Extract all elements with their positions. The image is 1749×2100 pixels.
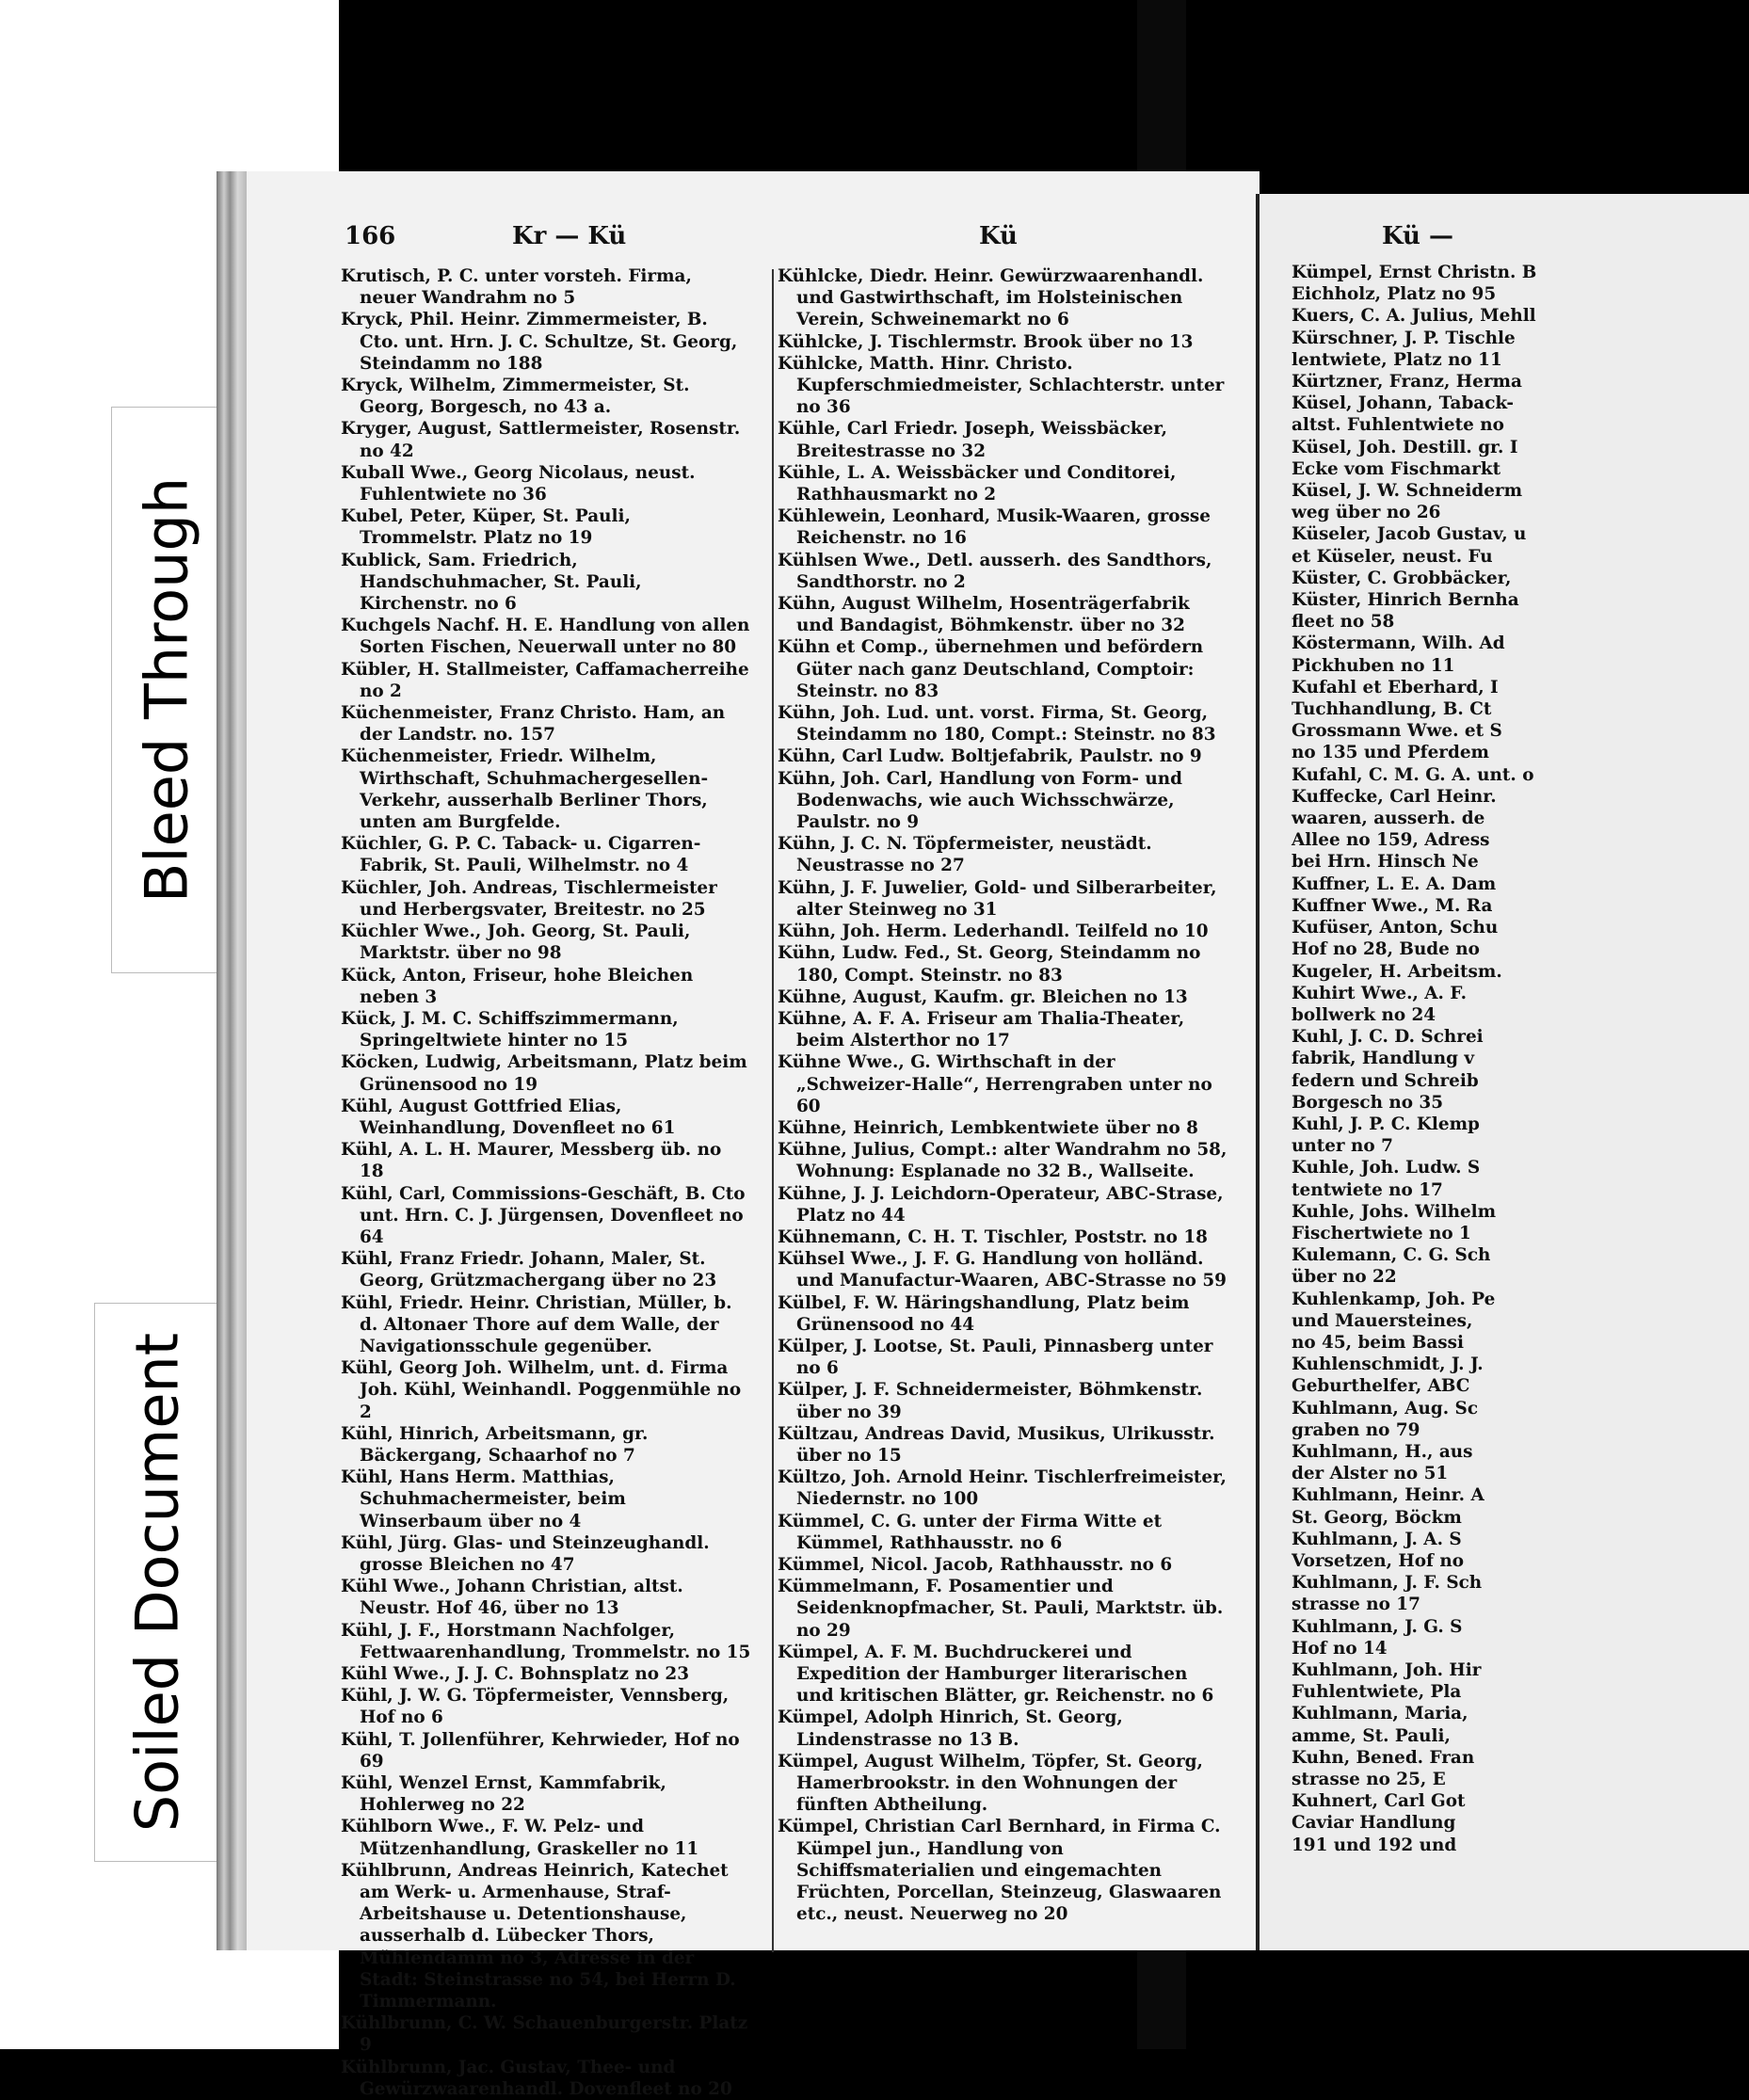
directory-entry: Kuhlenkamp, Joh. Pe [1292, 1289, 1496, 1309]
directory-entry: Kuchgels Nachf. H. E. Handlung von allen Sorten Fischen, Neuerwall unter no 80 [341, 616, 750, 658]
directory-entry: strasse no 25, E [1292, 1770, 1446, 1790]
directory-entry: Kuhlenschmidt, J. J. [1292, 1355, 1484, 1375]
directory-entry: Küchenmeister, Friedr. Wilhelm, Wirthschaft, Schuhmachergesellen-Verkehr, ausserhalb Berliner Thors, unten am Burgfelde. [341, 746, 709, 833]
directory-entry: Kühl, Franz Friedr. Johann, Maler, St. Georg, Grützmachergang über no 23 [341, 1249, 717, 1291]
bleed-through-label: Bleed Through [132, 476, 201, 904]
directory-entry: Kühl, Friedr. Heinr. Christian, Müller, b. d. Altonaer Thore auf dem Walle, der Navigationsschule gegenüber. [341, 1292, 732, 1356]
directory-entry: Kugeler, H. Arbeitsm. [1292, 961, 1502, 982]
directory-entry: Kuffner Wwe., M. Ra [1292, 895, 1493, 916]
directory-entry: lentwiete, Platz no 11 [1292, 349, 1502, 370]
bleed-through-stamp [111, 407, 222, 973]
directory-entry: Kühlcke, Matth. Hinr. Christo. Kupferschmiedmeister, Schlachterstr. unter no 36 [778, 353, 1225, 418]
directory-entry: Geburthelfer, ABC [1292, 1376, 1470, 1397]
directory-entry: Kühne, Julius, Compt.: alter Wandrahm no 58, Wohnung: Esplanade no 32 B., Wallseite. [778, 1140, 1228, 1182]
directory-entry: Kuhlmann, J. A. S [1292, 1529, 1462, 1549]
directory-entry: Krutisch, P. C. unter vorsteh. Firma, neuer Wandrahm no 5 [341, 266, 692, 309]
directory-entry: no 135 und Pferdem [1292, 743, 1489, 763]
directory-entry: Kültzau, Andreas David, Musikus, Ulrikusstr. über no 15 [778, 1423, 1215, 1466]
column-divider [772, 269, 774, 1952]
directory-entry: Küster, C. Grobbäcker, [1292, 568, 1512, 588]
directory-entry: Kühne Wwe., G. Wirthschaft in der „Schweizer-Halle“, Herrengraben unter no 60 [778, 1052, 1212, 1116]
directory-entry: Küchler, Joh. Andreas, Tischlermeister und Herbergsvater, Breitestr. no 25 [341, 877, 717, 920]
directory-entry: Allee no 159, Adress [1292, 830, 1490, 851]
directory-entry: und Mauersteines, [1292, 1310, 1473, 1331]
directory-entry: über no 22 [1292, 1267, 1397, 1288]
directory-entry: Kryger, August, Sattlermeister, Rosenstr. no 42 [341, 419, 741, 461]
directory-entry: Kuhnert, Carl Got [1292, 1791, 1466, 1812]
directory-entry: Kühn et Comp., übernehmen und befördern Güter nach ganz Deutschland, Comptoir: Steinstr. no 83 [778, 637, 1204, 701]
directory-entry: Kuhlmann, H., aus [1292, 1441, 1473, 1462]
directory-entry: Pickhuben no 11 [1292, 655, 1455, 676]
directory-entry: Fuhlentwiete, Pla [1292, 1682, 1462, 1703]
directory-entry: Kühne, Heinrich, Lembkentwiete über no 8 [778, 1117, 1198, 1138]
directory-entry: Ecke vom Fischmarkt [1292, 458, 1501, 479]
center-header: Kü [979, 222, 1018, 250]
directory-entry: Hof no 28, Bude no [1292, 939, 1480, 960]
directory-entry: Kühn, Joh. Carl, Handlung von Form- und Bodenwachs, wie auch Wichsschwärze, Paulstr. no 9 [778, 768, 1183, 833]
directory-entry: 191 und 192 und [1292, 1835, 1457, 1855]
directory-entry: Kuhlmann, Aug. Sc [1292, 1398, 1479, 1419]
right-page [1256, 194, 1749, 1950]
directory-entry: Kümpel, A. F. M. Buchdruckerei und Expedition der Hamburger literarischen und kritischen Blätter, gr. Reichenstr. no 6 [778, 1642, 1214, 1707]
directory-entry: Kuhle, Johs. Wilhelm [1292, 1201, 1497, 1222]
directory-entry: Kühl, Hans Herm. Matthias, Schuhmachermeister, beim Winserbaum über no 4 [341, 1467, 626, 1531]
directory-entry: Kühle, L. A. Weissbäcker und Conditorei, Rathhausmarkt no 2 [778, 462, 1177, 505]
directory-entry: Kühl, Carl, Commissions-Geschäft, B. Cto unt. Hrn. C. J. Jürgensen, Dovenfleet no 64 [341, 1183, 746, 1247]
directory-entry: Küchenmeister, Franz Christo. Ham, an der Landstr. no. 157 [341, 703, 726, 745]
directory-entry: Kübler, H. Stallmeister, Caffamacherreihe no 2 [341, 659, 749, 701]
directory-entry: Kuers, C. A. Julius, Mehll [1292, 306, 1536, 327]
directory-entry: Kühl, J. F., Horstmann Nachfolger, Fettwaarenhandlung, Trommelstr. no 15 [341, 1620, 751, 1662]
directory-entry: et Küseler, neust. Fu [1292, 546, 1493, 567]
directory-entry: Küchler Wwe., Joh. Georg, St. Pauli, Marktstr. über no 98 [341, 922, 691, 964]
directory-entry: Kühl, August Gottfried Elias, Weinhandlung, Dovenfleet no 61 [341, 1096, 676, 1138]
directory-entry: unter no 7 [1292, 1136, 1393, 1157]
directory-entry: bollwerk no 24 [1292, 1004, 1436, 1025]
directory-entry: altst. Fuhlentwiete no [1292, 415, 1504, 436]
directory-entry: Kühn, Carl Ludw. Boltjefabrik, Paulstr. no 9 [778, 746, 1202, 767]
directory-entry: fleet no 58 [1292, 612, 1395, 633]
directory-entry: Kümpel, Adolph Hinrich, St. Georg, Lindenstrasse no 13 B. [778, 1707, 1123, 1750]
directory-entry: Kühl Wwe., Johann Christian, altst. Neustr. Hof 46, über no 13 [341, 1577, 683, 1619]
directory-entry: Kühl, A. L. H. Maurer, Messberg üb. no 18 [341, 1140, 722, 1182]
directory-entry: Kühlbrunn, Andreas Heinrich, Katechet am Werk- u. Armenhause, Straf-Arbeitshause u. Detentionshause, ausserhalb d. Lübecker Thors, Mühlendamm no 3, Adresse in der Stadt: Steinstrasse no 54, bei Herrn D. Timmermann. [341, 1860, 736, 2012]
page-number: 166 [345, 222, 396, 250]
directory-entry: Kümpel, Ernst Christn. B [1292, 263, 1537, 282]
middle-column [778, 265, 1229, 1925]
directory-entry: Kültzo, Joh. Arnold Heinr. Tischlerfreimeister, Niedernstr. no 100 [778, 1467, 1227, 1510]
directory-entry: fabrik, Handlung v [1292, 1049, 1475, 1069]
directory-entry: Külbel, F. W. Häringshandlung, Platz beim Grünensood no 44 [778, 1292, 1190, 1335]
directory-entry: Küseler, Jacob Gustav, u [1292, 524, 1527, 545]
directory-entry: Kühne, J. J. Leichdorn-Operateur, ABC-Strase, Platz no 44 [778, 1183, 1224, 1226]
directory-entry: St. Georg, Böckm [1292, 1507, 1462, 1528]
left-column [341, 265, 751, 2100]
directory-entry: Kuhirt Wwe., A. F. [1292, 983, 1467, 1003]
directory-entry: Caviar Handlung [1292, 1813, 1456, 1834]
directory-entry: Fischertwiete no 1 [1292, 1223, 1471, 1243]
directory-entry: Kühn, August Wilhelm, Hosenträgerfabrik und Bandagist, Böhmkenstr. über no 32 [778, 594, 1190, 636]
directory-entry: Küsel, Joh. Destill. gr. I [1292, 437, 1518, 457]
directory-entry: Kürschner, J. P. Tischle [1292, 328, 1516, 348]
directory-entry: no 45, beim Bassi [1292, 1332, 1464, 1353]
directory-entry: Kühnemann, C. H. T. Tischler, Poststr. no 18 [778, 1226, 1208, 1247]
directory-entry: Kühl, T. Jollenführer, Kehrwieder, Hof no 69 [341, 1729, 740, 1771]
directory-entry: Kühlsen Wwe., Detl. ausserh. des Sandthors, Sandthorstr. no 2 [778, 550, 1212, 592]
directory-entry: Kubel, Peter, Küper, St. Pauli, Trommelstr. Platz no 19 [341, 506, 631, 549]
soiled-document-stamp [94, 1303, 220, 1862]
directory-entry: waaren, ausserh. de [1292, 809, 1485, 829]
directory-entry: Hof no 14 [1292, 1638, 1388, 1659]
directory-entry: Kühlbrunn, C. W. Schauenburgerstr. Platz 9 [341, 2013, 748, 2056]
soiled-document-label: Soiled Document [122, 1332, 192, 1833]
directory-entry: Kühl, J. W. G. Töpfermeister, Vennsberg, Hof no 6 [341, 1686, 730, 1728]
directory-entry: Kuhlmann, J. G. S [1292, 1616, 1463, 1637]
directory-entry: weg über no 26 [1292, 503, 1441, 523]
directory-entry: Kück, J. M. C. Schiffszimmermann, Springeltwiete hinter no 15 [341, 1008, 679, 1051]
directory-entry: strasse no 17 [1292, 1595, 1420, 1615]
right-header: Kü — [1382, 222, 1453, 250]
directory-entry: Kümpel, August Wilhelm, Töpfer, St. Georg, Hamerbrookstr. in den Wohnungen der fünften Abtheilung. [778, 1751, 1203, 1816]
directory-entry: Kühn, J. C. N. Töpfermeister, neustädt. Neustrasse no 27 [778, 834, 1152, 876]
directory-entry: Kühn, J. F. Juwelier, Gold- und Silberarbeiter, alter Steinweg no 31 [778, 877, 1217, 920]
directory-entry: Kühne, August, Kaufm. gr. Bleichen no 13 [778, 986, 1188, 1007]
directory-entry: Kühn, Joh. Lud. unt. vorst. Firma, St. Georg, Steindamm no 180, Compt.: Steinstr. no 83 [778, 703, 1216, 745]
directory-entry: Kühn, Ludw. Fed., St. Georg, Steindamm no 180, Compt. Steinstr. no 83 [778, 943, 1201, 986]
directory-entry: der Alster no 51 [1292, 1464, 1449, 1484]
directory-entry: Kufahl, C. M. G. A. unt. o [1292, 764, 1534, 785]
directory-entry: Külper, J. F. Schneidermeister, Böhmkenstr. über no 39 [778, 1380, 1203, 1422]
directory-entry: Kühlbrunn, Jac. Gustav, Thee- und Gewürzwaarenhandl. Dovenfleet no 20 [341, 2057, 732, 2099]
directory-entry: bei Hrn. Hinsch Ne [1292, 852, 1479, 873]
directory-entry: Kryck, Wilhelm, Zimmermeister, St. Georg, Borgesch, no 43 a. [341, 376, 690, 418]
directory-entry: Kühl Wwe., J. J. C. Bohnsplatz no 23 [341, 1664, 690, 1684]
directory-entry: Kühlcke, Diedr. Heinr. Gewürzwaarenhandl. und Gastwirthschaft, im Holsteinischen Verein, Schweinemarkt no 6 [778, 266, 1204, 330]
left-page [217, 171, 1260, 2099]
directory-entry: Borgesch no 35 [1292, 1092, 1444, 1113]
directory-entry: Kümpel, Christian Carl Bernhard, in Firma C. Kümpel jun., Handlung von Schiffsmaterialien und eingemachten Früchten, Porcellan, Steinzeug, Glaswaaren etc., neust. Neuerweg no 20 [778, 1817, 1222, 1925]
directory-entry: Kryck, Phil. Heinr. Zimmermeister, B. Cto. unt. Hrn. J. C. Schultze, St. Georg, Steindamm no 188 [341, 310, 738, 374]
directory-entry: graben no 79 [1292, 1419, 1420, 1440]
directory-entry: Kuhlmann, Heinr. A [1292, 1485, 1484, 1506]
directory-entry: Kümmel, Nicol. Jacob, Rathhausstr. no 6 [778, 1554, 1173, 1575]
directory-entry: Kufahl et Eberhard, I [1292, 677, 1499, 697]
directory-entry: Kühl, Jürg. Glas- und Steinzeughandl. grosse Bleichen no 47 [341, 1532, 710, 1575]
left-header-range: Kr — Kü [512, 222, 627, 250]
directory-entry: Kühne, A. F. A. Friseur am Thalia-Theater, beim Alsterthor no 17 [778, 1008, 1185, 1051]
directory-entry: Külper, J. Lootse, St. Pauli, Pinnasberg unter no 6 [778, 1336, 1213, 1379]
directory-entry: Kühsel Wwe., J. F. G. Handlung von holländ. und Manufactur-Waaren, ABC-Strasse no 59 [778, 1249, 1227, 1291]
directory-entry: Kühlborn Wwe., F. W. Pelz- und Mützenhandlung, Graskeller no 11 [341, 1817, 699, 1859]
directory-entry: Kufüser, Anton, Schu [1292, 918, 1499, 938]
directory-entry: Kühl, Hinrich, Arbeitsmann, gr. Bäckergang, Schaarhof no 7 [341, 1423, 649, 1466]
directory-entry: Kuhn, Bened. Fran [1292, 1747, 1475, 1768]
directory-entry: Kuball Wwe., Georg Nicolaus, neust. Fuhlentwiete no 36 [341, 462, 696, 505]
directory-entry: Kühl, Georg Joh. Wilhelm, unt. d. Firma Joh. Kühl, Weinhandl. Poggenmühle no 2 [341, 1358, 742, 1422]
directory-entry: tentwiete no 17 [1292, 1179, 1443, 1200]
directory-entry: Kulemann, C. G. Sch [1292, 1245, 1491, 1266]
directory-entry: Tuchhandlung, B. Ct [1292, 699, 1492, 720]
directory-entry: Kuffecke, Carl Heinr. [1292, 786, 1497, 807]
directory-entry: Kuhle, Joh. Ludw. S [1292, 1158, 1481, 1178]
directory-entry: Kürtzner, Franz, Herma [1292, 372, 1522, 393]
directory-entry: Kümmelmann, F. Posamentier und Seidenknopfmacher, St. Pauli, Marktstr. üb. no 29 [778, 1577, 1224, 1641]
directory-entry: Eichholz, Platz no 95 [1292, 284, 1497, 305]
directory-entry: Küsel, Johann, Taback- [1292, 393, 1515, 414]
directory-entry: Kümmel, C. G. unter der Firma Witte et Kümmel, Rathhausstr. no 6 [778, 1511, 1163, 1553]
directory-entry: Kublick, Sam. Friedrich, Handschuhmacher, St. Pauli, Kirchenstr. no 6 [341, 550, 642, 615]
directory-entry: Köstermann, Wilh. Ad [1292, 633, 1505, 654]
directory-entry: Kühn, Joh. Herm. Lederhandl. Teilfeld no 10 [778, 922, 1209, 942]
directory-entry: amme, St. Pauli, [1292, 1725, 1451, 1746]
directory-entry: federn und Schreib [1292, 1070, 1479, 1091]
directory-entry: Vorsetzen, Hof no [1292, 1550, 1464, 1571]
right-column [1292, 262, 1537, 1856]
directory-entry: Kuhlmann, J. F. Sch [1292, 1573, 1483, 1594]
directory-entry: Kühlcke, J. Tischlermstr. Brook über no 13 [778, 331, 1194, 352]
directory-entry: Kühl, Wenzel Ernst, Kammfabrik, Hohlerweg no 22 [341, 1773, 666, 1816]
directory-entry: Küster, Hinrich Bernha [1292, 590, 1519, 611]
directory-entry: Kuffner, L. E. A. Dam [1292, 874, 1497, 894]
directory-entry: Grossmann Wwe. et S [1292, 721, 1502, 742]
directory-entry: Kuhlmann, Maria, [1292, 1704, 1468, 1724]
directory-entry: Küchler, G. P. C. Taback- u. Cigarren-Fabrik, St. Pauli, Wilhelmstr. no 4 [341, 834, 701, 876]
directory-entry: Kuhlmann, Joh. Hir [1292, 1660, 1482, 1680]
directory-entry: Kuhl, J. P. C. Klemp [1292, 1114, 1480, 1134]
directory-entry: Kühle, Carl Friedr. Joseph, Weissbäcker, Breitestrasse no 32 [778, 419, 1167, 461]
directory-entry: Kühlewein, Leonhard, Musik-Waaren, grosse Reichenstr. no 16 [778, 506, 1211, 549]
directory-entry: Kück, Anton, Friseur, hohe Bleichen neben 3 [341, 965, 694, 1007]
directory-entry: Küsel, J. W. Schneiderm [1292, 481, 1523, 502]
directory-entry: Kuhl, J. C. D. Schrei [1292, 1027, 1484, 1048]
open-book [217, 171, 1537, 2099]
directory-entry: Köcken, Ludwig, Arbeitsmann, Platz beim Grünensood no 19 [341, 1052, 747, 1095]
